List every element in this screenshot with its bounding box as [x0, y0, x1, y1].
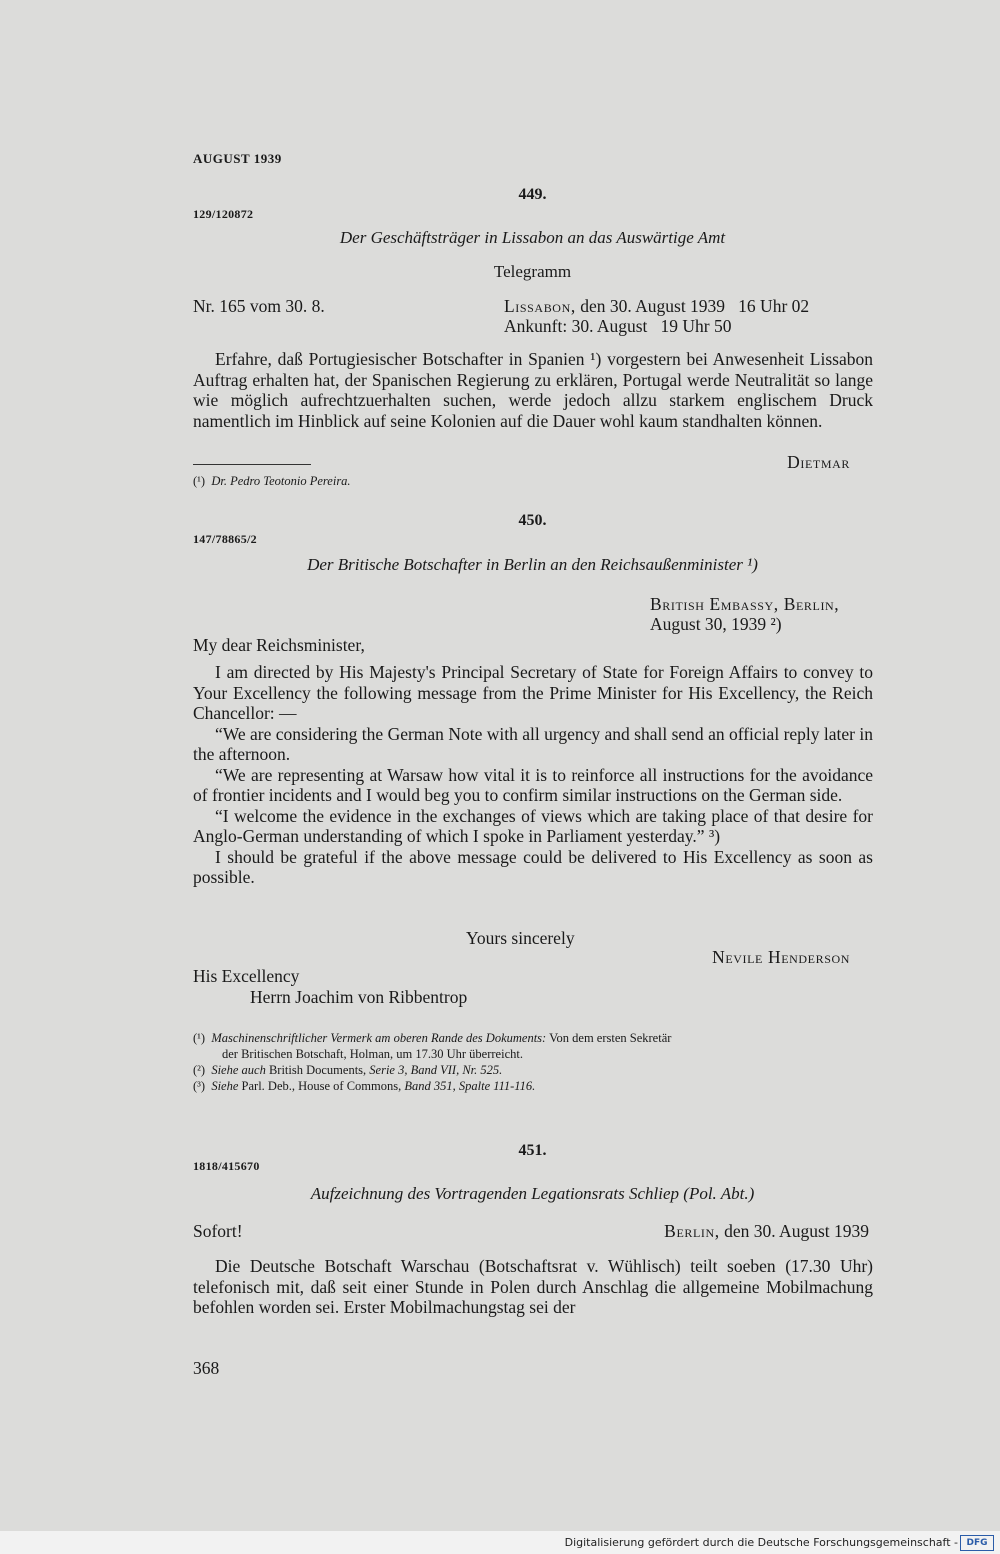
doc-451-number: 451.	[518, 1142, 547, 1159]
doc-450-letter-body	[193, 662, 873, 888]
doc-449-footnote	[193, 474, 351, 489]
doc-449-heading: Der Geschäftsträger in Lissabon an das Auswärtige Amt	[339, 228, 726, 247]
footnote-text: Dr. Pedro Teotonio Pereira.	[211, 474, 351, 488]
doc-450-address-line1: British Embassy, Berlin,	[650, 594, 840, 614]
footnote-text: British Documents,	[268, 1063, 367, 1077]
doc-449-body: Erfahre, daß Portugiesischer Botschafter in Spanien ¹) vorgestern bei Anwesenheit Lissabon Auftrag erhalten hat, der Spanischen Regierung zu erklären, Portugal werde Neutralität so lange wie möglich aufrechtzuerhalten suchen, werde jedoch allzu starkem englischem Druck namentlich im Hinblick auf seine Kolonien auf die Dauer wohl kaum standhalten können.	[193, 349, 873, 431]
doc-450-signature: Nevile Henderson	[712, 947, 850, 967]
footnote-text: Parl. Deb., House of Commons,	[241, 1079, 402, 1093]
doc-450-address-line2: August 30, 1939 ²)	[650, 614, 782, 634]
footnote-2	[193, 1062, 873, 1078]
doc-450-addressee-name: Herrn Joachim von Ribbentrop	[250, 987, 468, 1007]
doc-450-paragraph: “We are considering the German Note with all urgency and shall send an official reply later in the afternoon.	[193, 723, 873, 764]
doc-449-dateline	[504, 296, 809, 317]
doc-449-date: den 30. August 1939 16 Uhr 02	[580, 296, 810, 316]
dfg-logo-icon: DFG	[960, 1535, 994, 1551]
doc-451-date: den 30. August 1939	[724, 1221, 869, 1241]
doc-451-dateline	[664, 1221, 869, 1242]
footnote-italic: Siehe auch	[211, 1063, 266, 1077]
footer-text: Digitalisierung gefördert durch die Deutsche Forschungsgemeinschaft -	[564, 1536, 958, 1549]
footnote-3	[193, 1078, 873, 1094]
footnote-text: Von dem ersten Sekretär	[549, 1031, 672, 1045]
doc-451-place: Berlin,	[664, 1221, 720, 1241]
running-head: AUGUST 1939	[193, 151, 282, 166]
doc-450-paragraph: I am directed by His Majesty's Principal Secretary of State for Foreign Affairs to convey to Your Excellency the following message from the Prime Minister for His Excellency, the Reich Chancellor: —	[193, 662, 873, 723]
doc-450-heading: Der Britische Botschafter in Berlin an den Reichsaußenminister ¹)	[307, 555, 758, 574]
doc-449-arrival: Ankunft: 30. August 19 Uhr 50	[504, 316, 732, 336]
doc-450-salutation: My dear Reichsminister,	[193, 635, 365, 655]
doc-450-paragraph: “We are representing at Warsaw how vital it is to reinforce all instructions for the avoidance of frontier incidents and I would beg you to confirm similar instructions on the German side.	[193, 764, 873, 805]
doc-450-paragraph: I should be grateful if the above message could be delivered to His Excellency as soon as possible.	[193, 846, 873, 887]
doc-449-number: 449.	[518, 186, 547, 203]
footnote-mark: (²)	[193, 1063, 206, 1077]
doc-450-number: 450.	[518, 512, 547, 529]
footnote-italic: Band 351, Spalte 111-116.	[404, 1079, 536, 1093]
footnote-mark: (³)	[193, 1079, 206, 1093]
footnote-italic: Maschinenschriftlicher Vermerk am oberen Rande des Dokuments:	[211, 1031, 547, 1045]
doc-450-footnotes	[193, 1030, 873, 1094]
doc-450-file-ref: 147/78865/2	[193, 532, 257, 546]
doc-450-paragraph: “I welcome the evidence in the exchanges of views which are taking place of that desire for Anglo-German understanding of which I spoke in Parliament yesterday.” ³)	[193, 805, 873, 846]
doc-451-body: Die Deutsche Botschaft Warschau (Botschaftsrat v. Wühlisch) teilt soeben (17.30 Uhr) telefonisch mit, daß seit einer Stunde in Polen durch Anschlag die allgemeine Mobilmachung befohlen worden sei. Erster Mobilmachungstag sei der	[193, 1256, 873, 1317]
digitization-footer	[0, 1531, 1000, 1554]
doc-449-place: Lissabon,	[504, 296, 576, 316]
doc-449-signature: Dietmar	[787, 452, 850, 472]
footnote-1	[193, 1030, 873, 1046]
footnote-1-continuation: der Britischen Botschaft, Holman, um 17.30 Uhr überreicht.	[222, 1047, 523, 1061]
footnote-italic: Siehe	[211, 1079, 239, 1093]
footnote-italic: Serie 3, Band VII, Nr. 525.	[369, 1063, 503, 1077]
footnote-mark: (¹)	[193, 1031, 206, 1045]
doc-451-heading: Aufzeichnung des Vortragenden Legationsrats Schliep (Pol. Abt.)	[310, 1184, 755, 1203]
doc-449-type: Telegramm	[493, 262, 572, 281]
footnote-mark: (¹)	[193, 474, 206, 488]
doc-451-file-ref: 1818/415670	[193, 1159, 260, 1173]
doc-449-nr: Nr. 165 vom 30. 8.	[193, 296, 325, 316]
doc-450-addressee-title: His Excellency	[193, 966, 300, 986]
doc-451-urgent: Sofort!	[193, 1221, 243, 1241]
doc-450-closing: Yours sincerely	[466, 928, 575, 948]
page-number: 368	[193, 1358, 220, 1378]
doc-449-file-ref: 129/120872	[193, 207, 254, 221]
footnote-rule	[193, 464, 311, 465]
